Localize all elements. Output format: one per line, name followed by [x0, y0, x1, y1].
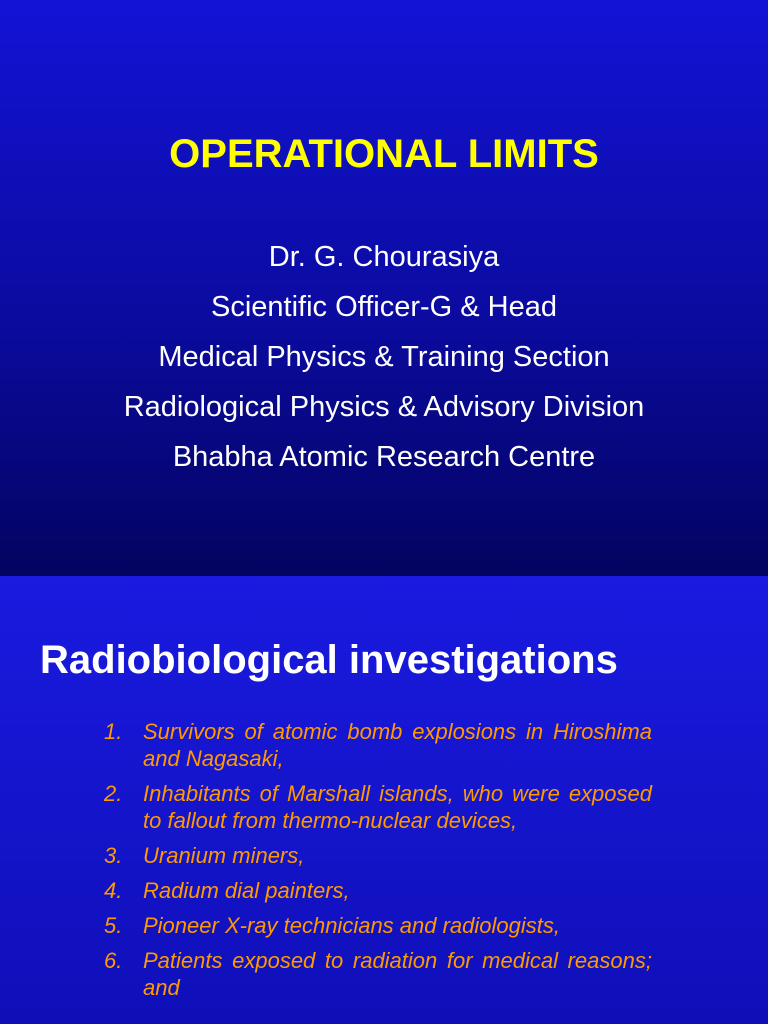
author-division: Radiological Physics & Advisory Division [123, 391, 645, 423]
list-number: 5. [104, 913, 123, 938]
list-item [96, 842, 652, 869]
list-text: Inhabitants of Marshall islands, who were exposed to fallout from thermo-nuclear devices, [143, 781, 652, 833]
list-item [96, 718, 652, 772]
list-item [96, 780, 652, 834]
list-text: Radium dial painters, [143, 878, 350, 903]
list-item [96, 947, 652, 1001]
list-text: Patients exposed to radiation for medical reasons; and [143, 948, 652, 1000]
list-number: 4. [104, 878, 123, 903]
list-text: Uranium miners, [143, 843, 305, 868]
list-item [96, 912, 652, 939]
author-organization: Bhabha Atomic Research Centre [172, 441, 596, 473]
list-number: 1. [104, 719, 123, 744]
author-position: Scientific Officer-G & Head [211, 291, 557, 323]
list-number: 2. [104, 781, 123, 806]
list-item [96, 877, 652, 904]
author-section: Medical Physics & Training Section [158, 341, 610, 373]
list-number: 6. [104, 948, 123, 973]
slide-title: Radiobiological investigations [40, 638, 618, 682]
slide-title: OPERATIONAL LIMITS [169, 132, 599, 176]
list-text: Pioneer X-ray technicians and radiologists, [143, 913, 561, 938]
author-block [0, 232, 768, 482]
slide-radiobiological-investigations [0, 576, 768, 1024]
investigation-list [96, 718, 652, 1009]
author-name: Dr. G. Chourasiya [268, 241, 500, 273]
list-number: 3. [104, 843, 123, 868]
list-text: Survivors of atomic bomb explosions in Hiroshima and Nagasaki, [143, 719, 652, 771]
